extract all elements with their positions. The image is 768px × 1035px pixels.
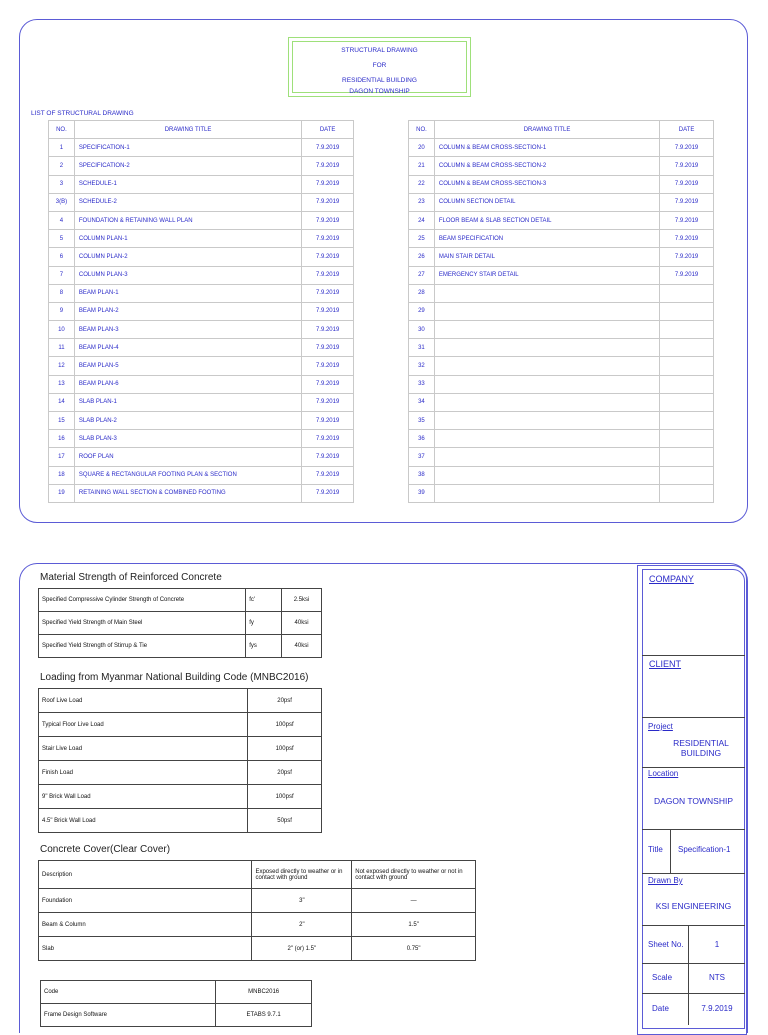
drawing-date: 7.9.2019 bbox=[660, 139, 714, 157]
loading-label: Roof Live Load bbox=[39, 689, 248, 713]
drawing-row bbox=[409, 466, 714, 484]
cover-heading: Concrete Cover(Clear Cover) bbox=[40, 844, 171, 855]
location-label: Location bbox=[648, 769, 679, 778]
drawing-row bbox=[49, 211, 354, 229]
loading-value: 20psf bbox=[248, 689, 322, 713]
drawing-date bbox=[660, 321, 714, 339]
drawing-row bbox=[49, 375, 354, 393]
title-cell bbox=[642, 829, 745, 873]
drawing-row bbox=[409, 375, 714, 393]
drawing-no: 3(B) bbox=[49, 193, 75, 211]
cover-row bbox=[39, 913, 476, 937]
drawing-no: 29 bbox=[409, 302, 435, 320]
drawing-date: 7.9.2019 bbox=[302, 321, 354, 339]
title-line-1: STRUCTURAL DRAWING bbox=[341, 47, 418, 54]
code-value: ETABS 9.7.1 bbox=[216, 1004, 312, 1027]
loading-value: 20psf bbox=[248, 761, 322, 785]
drawing-date bbox=[660, 412, 714, 430]
drawing-title: COLUMN PLAN-2 bbox=[74, 248, 301, 266]
cover-not-exposed: 1.5" bbox=[352, 913, 476, 937]
drawing-row bbox=[409, 412, 714, 430]
drawing-row bbox=[409, 175, 714, 193]
material-value: 2.5ksi bbox=[282, 589, 322, 612]
code-row bbox=[41, 981, 312, 1004]
title-line-2: FOR bbox=[372, 62, 387, 69]
drawing-title: COLUMN & BEAM CROSS-SECTION-3 bbox=[434, 175, 659, 193]
title-value: Specification-1 bbox=[678, 845, 731, 854]
material-row bbox=[39, 612, 322, 635]
drawing-date bbox=[660, 466, 714, 484]
drawing-title: SLAB PLAN-2 bbox=[74, 412, 301, 430]
header-no: NO. bbox=[409, 121, 435, 139]
loading-label: 4.5" Brick Wall Load bbox=[39, 809, 248, 833]
drawing-row bbox=[49, 466, 354, 484]
cover-header-exposed: Exposed directly to weather or in contact with ground bbox=[252, 861, 352, 889]
client-cell bbox=[642, 655, 745, 717]
drawing-date: 7.9.2019 bbox=[660, 211, 714, 229]
loading-row bbox=[39, 785, 322, 809]
drawing-row bbox=[409, 284, 714, 302]
drawing-row bbox=[409, 448, 714, 466]
drawing-row bbox=[409, 157, 714, 175]
sheet-no-value: 1 bbox=[714, 940, 720, 949]
drawing-no: 6 bbox=[49, 248, 75, 266]
drawing-row bbox=[409, 339, 714, 357]
scale-label: Scale bbox=[652, 973, 673, 982]
material-row bbox=[39, 589, 322, 612]
drawing-no: 3 bbox=[49, 175, 75, 193]
date-label: Date bbox=[652, 1004, 669, 1013]
loading-row bbox=[39, 689, 322, 713]
drawing-date: 7.9.2019 bbox=[302, 484, 354, 502]
drawing-no: 13 bbox=[49, 375, 75, 393]
drawing-title bbox=[434, 321, 659, 339]
drawing-no: 10 bbox=[49, 321, 75, 339]
drawing-title: SCHEDULE-1 bbox=[74, 175, 301, 193]
drawing-date: 7.9.2019 bbox=[660, 193, 714, 211]
project-cell bbox=[642, 717, 745, 767]
drawing-date bbox=[660, 448, 714, 466]
drawing-row bbox=[409, 193, 714, 211]
sheet-no-cell bbox=[642, 925, 745, 963]
drawing-row bbox=[49, 284, 354, 302]
location-value: DAGON TOWNSHIP bbox=[653, 796, 734, 806]
drawing-title: MAIN STAIR DETAIL bbox=[434, 248, 659, 266]
drawing-row bbox=[49, 393, 354, 411]
cover-desc: Foundation bbox=[39, 889, 252, 913]
drawing-title bbox=[434, 412, 659, 430]
drawing-title bbox=[434, 302, 659, 320]
drawing-no: 36 bbox=[409, 430, 435, 448]
drawing-date: 7.9.2019 bbox=[660, 266, 714, 284]
drawing-row bbox=[409, 321, 714, 339]
sheet-no-label: Sheet No. bbox=[648, 940, 684, 949]
drawing-date: 7.9.2019 bbox=[660, 248, 714, 266]
header-date: DATE bbox=[660, 121, 714, 139]
cover-row bbox=[39, 937, 476, 961]
project-value: RESIDENTIAL BUILDING bbox=[673, 738, 729, 758]
drawing-row bbox=[409, 139, 714, 157]
header-date: DATE bbox=[302, 121, 354, 139]
drawing-date: 7.9.2019 bbox=[302, 211, 354, 229]
drawing-date: 7.9.2019 bbox=[660, 230, 714, 248]
loading-value: 100psf bbox=[248, 713, 322, 737]
drawing-title: COLUMN & BEAM CROSS-SECTION-1 bbox=[434, 139, 659, 157]
drawing-date: 7.9.2019 bbox=[302, 448, 354, 466]
title-label: Title bbox=[648, 845, 663, 854]
cover-header-not-exposed: Not exposed directly to weather or not in contact with ground bbox=[352, 861, 476, 889]
loading-row bbox=[39, 713, 322, 737]
drawing-title: BEAM PLAN-6 bbox=[74, 375, 301, 393]
drawing-date bbox=[660, 484, 714, 502]
drawing-title: SCHEDULE-2 bbox=[74, 193, 301, 211]
drawing-row bbox=[49, 448, 354, 466]
loading-row bbox=[39, 809, 322, 833]
cover-header-desc: Description bbox=[39, 861, 252, 889]
header-title: DRAWING TITLE bbox=[434, 121, 659, 139]
drawing-date: 7.9.2019 bbox=[302, 466, 354, 484]
drawing-title: COLUMN PLAN-1 bbox=[74, 230, 301, 248]
drawing-no: 18 bbox=[49, 466, 75, 484]
drawing-no: 34 bbox=[409, 393, 435, 411]
title-divider bbox=[670, 830, 671, 874]
drawing-title: COLUMN & BEAM CROSS-SECTION-2 bbox=[434, 157, 659, 175]
loading-label: Typical Floor Live Load bbox=[39, 713, 248, 737]
drawing-row bbox=[409, 211, 714, 229]
scale-cell bbox=[642, 963, 745, 993]
cover-desc: Slab bbox=[39, 937, 252, 961]
drawing-row bbox=[409, 230, 714, 248]
drawing-row bbox=[49, 339, 354, 357]
drawing-title: SQUARE & RECTANGULAR FOOTING PLAN & SECTION bbox=[74, 466, 301, 484]
drawing-date: 7.9.2019 bbox=[302, 357, 354, 375]
drawing-no: 4 bbox=[49, 211, 75, 229]
drawing-list-right bbox=[408, 120, 714, 503]
loading-label: 9" Brick Wall Load bbox=[39, 785, 248, 809]
drawing-row bbox=[49, 412, 354, 430]
loading-value: 100psf bbox=[248, 737, 322, 761]
drawing-row bbox=[49, 430, 354, 448]
drawing-title: BEAM PLAN-5 bbox=[74, 357, 301, 375]
drawing-date: 7.9.2019 bbox=[302, 302, 354, 320]
drawing-no: 1 bbox=[49, 139, 75, 157]
location-cell bbox=[642, 767, 745, 829]
material-value: 40ksi bbox=[282, 612, 322, 635]
scale-value: NTS bbox=[709, 973, 725, 982]
title-line-3: RESIDENTIAL BUILDING bbox=[342, 77, 417, 84]
drawing-title: BEAM PLAN-3 bbox=[74, 321, 301, 339]
drawing-date: 7.9.2019 bbox=[302, 266, 354, 284]
drawn-by-value: KSI ENGINEERING bbox=[655, 901, 732, 911]
cover-not-exposed: 0.75" bbox=[352, 937, 476, 961]
drawing-row bbox=[49, 157, 354, 175]
drawing-date: 7.9.2019 bbox=[302, 375, 354, 393]
drawing-date bbox=[660, 339, 714, 357]
material-heading: Material Strength of Reinforced Concrete bbox=[40, 572, 222, 583]
cover-exposed: 2" bbox=[252, 913, 352, 937]
drawn-by-cell bbox=[642, 873, 745, 925]
material-symbol: fc' bbox=[246, 589, 282, 612]
company-label: COMPANY bbox=[649, 574, 694, 584]
drawing-date: 7.9.2019 bbox=[302, 339, 354, 357]
loading-value: 100psf bbox=[248, 785, 322, 809]
drawing-title: RETAINING WALL SECTION & COMBINED FOOTING bbox=[74, 484, 301, 502]
drawing-row bbox=[409, 393, 714, 411]
drawing-title bbox=[434, 357, 659, 375]
drawing-no: 31 bbox=[409, 339, 435, 357]
drawing-date: 7.9.2019 bbox=[660, 175, 714, 193]
title-line-4: DAGON TOWNSHIP bbox=[349, 88, 410, 95]
drawing-list-left bbox=[48, 120, 354, 503]
drawing-title bbox=[434, 284, 659, 302]
cover-table bbox=[38, 860, 476, 961]
loading-table bbox=[38, 688, 322, 833]
header-title: DRAWING TITLE bbox=[74, 121, 301, 139]
drawing-no: 15 bbox=[49, 412, 75, 430]
material-row bbox=[39, 635, 322, 658]
drawing-row bbox=[409, 266, 714, 284]
drawing-date bbox=[660, 430, 714, 448]
drawing-row bbox=[49, 302, 354, 320]
drawing-no: 2 bbox=[49, 157, 75, 175]
drawing-date bbox=[660, 375, 714, 393]
drawing-no: 35 bbox=[409, 412, 435, 430]
drawing-row bbox=[49, 484, 354, 502]
drawing-no: 7 bbox=[49, 266, 75, 284]
drawing-row bbox=[49, 266, 354, 284]
drawing-no: 26 bbox=[409, 248, 435, 266]
drawing-no: 16 bbox=[49, 430, 75, 448]
drawing-row bbox=[409, 248, 714, 266]
drawing-date bbox=[660, 302, 714, 320]
code-label: Frame Design Software bbox=[41, 1004, 216, 1027]
drawing-title: SLAB PLAN-1 bbox=[74, 393, 301, 411]
drawing-title bbox=[434, 484, 659, 502]
drawing-no: 14 bbox=[49, 393, 75, 411]
cover-desc: Beam & Column bbox=[39, 913, 252, 937]
drawing-no: 19 bbox=[49, 484, 75, 502]
drawing-no: 9 bbox=[49, 302, 75, 320]
project-label: Project bbox=[648, 722, 673, 731]
drawn-by-label: Drawn By bbox=[648, 876, 683, 885]
drawing-date: 7.9.2019 bbox=[302, 412, 354, 430]
drawing-no: 33 bbox=[409, 375, 435, 393]
loading-row bbox=[39, 737, 322, 761]
drawing-no: 30 bbox=[409, 321, 435, 339]
code-value: MNBC2016 bbox=[216, 981, 312, 1004]
drawing-title: SPECIFICATION-1 bbox=[74, 139, 301, 157]
drawing-no: 20 bbox=[409, 139, 435, 157]
material-value: 40ksi bbox=[282, 635, 322, 658]
drawing-date: 7.9.2019 bbox=[302, 430, 354, 448]
drawing-date: 7.9.2019 bbox=[302, 193, 354, 211]
loading-label: Stair Live Load bbox=[39, 737, 248, 761]
loading-value: 50psf bbox=[248, 809, 322, 833]
drawing-no: 28 bbox=[409, 284, 435, 302]
drawing-row bbox=[49, 193, 354, 211]
drawing-title: BEAM PLAN-4 bbox=[74, 339, 301, 357]
drawing-title: BEAM PLAN-1 bbox=[74, 284, 301, 302]
drawing-row bbox=[49, 230, 354, 248]
drawing-no: 8 bbox=[49, 284, 75, 302]
drawing-no: 5 bbox=[49, 230, 75, 248]
code-table bbox=[40, 980, 312, 1027]
drawing-date: 7.9.2019 bbox=[302, 284, 354, 302]
material-table bbox=[38, 588, 322, 658]
drawing-no: 11 bbox=[49, 339, 75, 357]
drawing-date: 7.9.2019 bbox=[302, 230, 354, 248]
drawing-date: 7.9.2019 bbox=[302, 248, 354, 266]
drawing-title bbox=[434, 339, 659, 357]
drawing-no: 27 bbox=[409, 266, 435, 284]
drawing-no: 38 bbox=[409, 466, 435, 484]
drawing-no: 32 bbox=[409, 357, 435, 375]
drawing-title bbox=[434, 448, 659, 466]
drawing-title: FOUNDATION & RETAINING WALL PLAN bbox=[74, 211, 301, 229]
drawing-row bbox=[409, 357, 714, 375]
material-label: Specified Yield Strength of Stirrup & Tie bbox=[39, 635, 246, 658]
list-label: LIST OF STRUCTURAL DRAWING bbox=[31, 110, 134, 117]
loading-heading: Loading from Myanmar National Building Code (MNBC2016) bbox=[40, 672, 309, 683]
material-label: Specified Compressive Cylinder Strength of Concrete bbox=[39, 589, 246, 612]
drawing-title bbox=[434, 375, 659, 393]
material-symbol: fy bbox=[246, 612, 282, 635]
drawing-no: 25 bbox=[409, 230, 435, 248]
drawing-row bbox=[409, 430, 714, 448]
date-value: 7.9.2019 bbox=[701, 1004, 733, 1013]
drawing-no: 22 bbox=[409, 175, 435, 193]
drawing-no: 39 bbox=[409, 484, 435, 502]
drawing-title: COLUMN SECTION DETAIL bbox=[434, 193, 659, 211]
drawing-no: 12 bbox=[49, 357, 75, 375]
drawing-date bbox=[660, 393, 714, 411]
cover-exposed: 3" bbox=[252, 889, 352, 913]
drawing-title: EMERGENCY STAIR DETAIL bbox=[434, 266, 659, 284]
drawing-title: SLAB PLAN-3 bbox=[74, 430, 301, 448]
drawing-no: 24 bbox=[409, 211, 435, 229]
drawing-title: BEAM SPECIFICATION bbox=[434, 230, 659, 248]
drawing-no: 23 bbox=[409, 193, 435, 211]
loading-row bbox=[39, 761, 322, 785]
cover-exposed: 2" (or) 1.5" bbox=[252, 937, 352, 961]
drawing-date: 7.9.2019 bbox=[302, 139, 354, 157]
drawing-date bbox=[660, 357, 714, 375]
material-label: Specified Yield Strength of Main Steel bbox=[39, 612, 246, 635]
drawing-title bbox=[434, 466, 659, 484]
drawing-date: 7.9.2019 bbox=[302, 157, 354, 175]
drawing-date bbox=[660, 284, 714, 302]
drawing-date: 7.9.2019 bbox=[660, 157, 714, 175]
drawing-title: SPECIFICATION-2 bbox=[74, 157, 301, 175]
client-label: CLIENT bbox=[649, 659, 682, 669]
drawing-row bbox=[49, 248, 354, 266]
drawing-row bbox=[49, 357, 354, 375]
drawing-no: 17 bbox=[49, 448, 75, 466]
drawing-date: 7.9.2019 bbox=[302, 175, 354, 193]
drawing-date: 7.9.2019 bbox=[302, 393, 354, 411]
drawing-title bbox=[434, 430, 659, 448]
title-box bbox=[288, 37, 471, 97]
material-symbol: fys bbox=[246, 635, 282, 658]
code-row bbox=[41, 1004, 312, 1027]
code-label: Code bbox=[41, 981, 216, 1004]
drawing-no: 37 bbox=[409, 448, 435, 466]
company-cell bbox=[642, 569, 745, 655]
drawing-no: 21 bbox=[409, 157, 435, 175]
drawing-title: FLOOR BEAM & SLAB SECTION DETAIL bbox=[434, 211, 659, 229]
loading-label: Finish Load bbox=[39, 761, 248, 785]
drawing-row bbox=[49, 139, 354, 157]
cover-not-exposed: — bbox=[352, 889, 476, 913]
cover-row bbox=[39, 889, 476, 913]
date-cell bbox=[642, 993, 745, 1024]
drawing-title: ROOF PLAN bbox=[74, 448, 301, 466]
drawing-title bbox=[434, 393, 659, 411]
drawing-title: COLUMN PLAN-3 bbox=[74, 266, 301, 284]
drawing-row bbox=[49, 321, 354, 339]
header-no: NO. bbox=[49, 121, 75, 139]
drawing-row bbox=[409, 302, 714, 320]
drawing-row bbox=[409, 484, 714, 502]
drawing-row bbox=[49, 175, 354, 193]
drawing-title: BEAM PLAN-2 bbox=[74, 302, 301, 320]
